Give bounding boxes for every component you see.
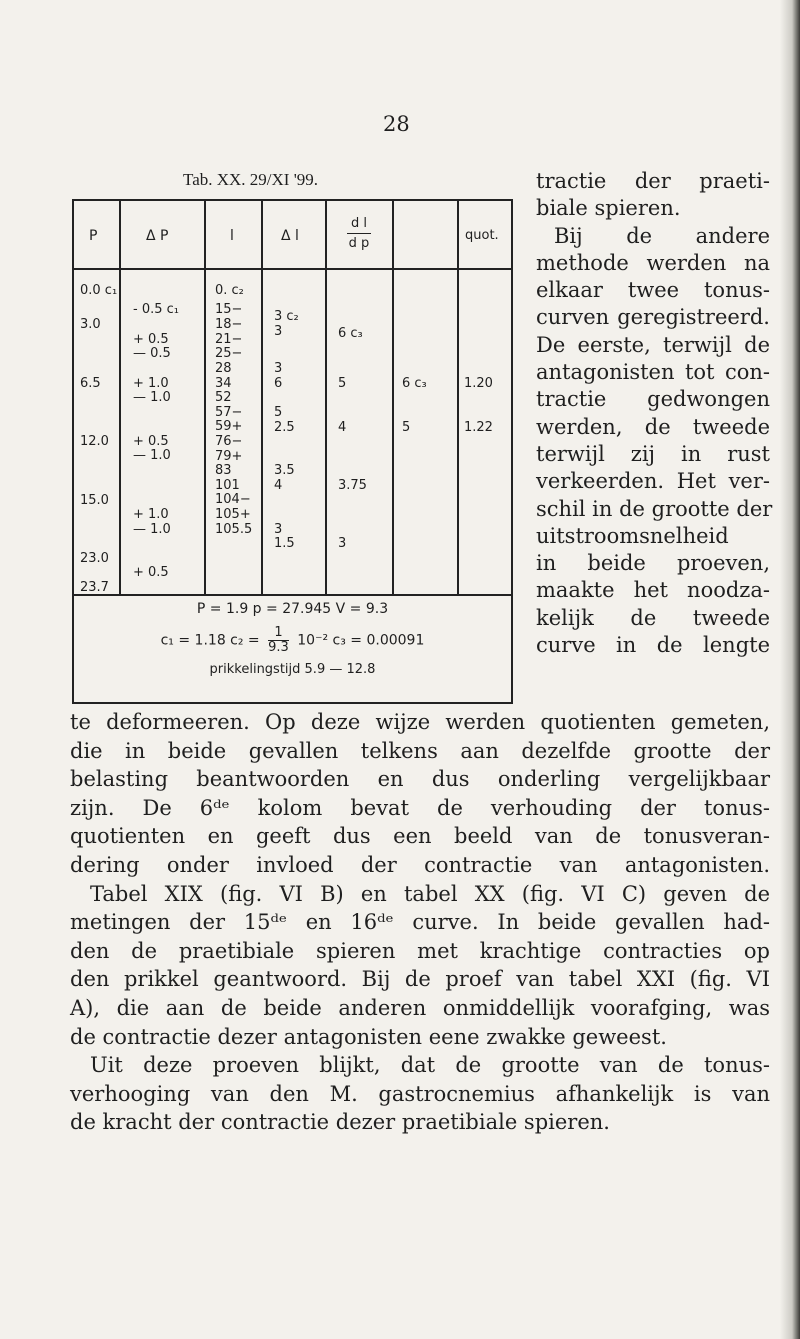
side-text-line: maakte het noodza- — [536, 578, 770, 603]
table-cell-p: 0.0 c₁ — [80, 283, 118, 298]
body-text-line: den de praetibiale spieren met krachtige contracties op — [70, 938, 770, 963]
table-cell-l: 21− — [215, 332, 243, 347]
table-cell-delta-p: — 1.0 — [133, 522, 171, 537]
body-text-line: Tabel XIX (fig. VI B) en tabel XX (fig. VI C) geven de — [90, 881, 770, 906]
table-column-rule — [119, 201, 121, 596]
summary-fraction — [268, 626, 289, 655]
side-text-line: in beide proeven, — [536, 551, 770, 576]
table-cell-delta-p: + 0.5 — [133, 434, 169, 449]
table-cell-delta-p: — 1.0 — [133, 390, 171, 405]
side-text-line: verkeerden. Het ver- — [536, 469, 770, 494]
table-cell-p: 15.0 — [80, 493, 109, 508]
side-column-text — [536, 168, 773, 659]
table-cell-delta-p: + 0.5 — [133, 565, 169, 580]
side-text-line: kelijk de tweede — [536, 605, 770, 630]
table-cell-delta-l: 3 — [274, 361, 283, 376]
table-column-rule — [261, 201, 263, 596]
table-cell-delta-l: 4 — [274, 478, 283, 493]
table-cell-p: 23.7 — [80, 580, 109, 595]
summary-line-2-right: 10⁻² c₃ = 0.00091 — [297, 632, 425, 649]
table-cell-l: 34 — [215, 376, 232, 391]
table-cell-l: 76− — [215, 434, 243, 449]
table-cell-dl-dp: 5 — [338, 376, 347, 391]
table-cell-ratio: 6 c₃ — [402, 376, 427, 391]
page-number: 28 — [383, 112, 410, 136]
table-cell-l: 52 — [215, 390, 232, 405]
table-title: Tab. XX. 29/XI '99. — [183, 170, 319, 189]
side-text-line: schil in de grootte der — [536, 496, 773, 521]
table-cell-dl-dp: 4 — [338, 420, 347, 435]
header-p: P — [89, 228, 98, 244]
table-cell-delta-l: 3 c₂ — [274, 309, 299, 324]
body-text-line: dering onder invloed der contractie van antagonisten. — [70, 852, 770, 877]
body-text-line: quotienten en geeft dus een beeld van de tonusveran- — [70, 824, 770, 849]
summary-line-2-left: c₁ = 1.18 c₂ = — [160, 632, 260, 649]
table-cell-delta-p: — 1.0 — [133, 448, 171, 463]
table-cell-delta-l: 2.5 — [274, 420, 295, 435]
body-text — [70, 708, 770, 1137]
table-cell-delta-p: + 1.0 — [133, 376, 169, 391]
body-text-line: Uit deze proeven blijkt, dat de grootte van de tonus- — [90, 1053, 770, 1078]
table-cell-delta-l: 6 — [274, 376, 283, 391]
body-text-line: die in beide gevallen telkens aan dezelfde grootte der — [70, 738, 770, 763]
side-text-line: elkaar twee tonus- — [536, 278, 770, 303]
header-quot: quot. — [465, 228, 499, 243]
table-column-rule — [204, 201, 206, 596]
table-cell-l: 105+ — [215, 507, 251, 522]
side-text-line: tractie gedwongen — [536, 387, 770, 412]
side-text-line: methode werden na — [536, 250, 770, 275]
table-cell-p: 6.5 — [80, 376, 101, 391]
header-dl-dp-num: d l — [347, 214, 371, 234]
side-text-line: tractie der praeti- — [536, 169, 770, 193]
table-cell-l: 105.5 — [215, 522, 253, 537]
table-cell-l: 28 — [215, 361, 232, 376]
side-text-line: werden, de tweede — [536, 414, 770, 439]
table-cell-delta-p: - 0.5 c₁ — [133, 302, 179, 317]
table-cell-l: 18− — [215, 317, 243, 332]
body-text-line: zijn. De 6ᵈᵉ kolom bevat de verhouding der tonus- — [70, 795, 770, 820]
body-text-line: te deformeeren. Op deze wijze werden quotienten gemeten, — [70, 710, 770, 734]
table-cell-delta-l: 3.5 — [274, 463, 295, 478]
header-delta-p: Δ P — [146, 228, 169, 244]
table-cell-delta-p: — 0.5 — [133, 346, 171, 361]
table-cell-l: 0. c₂ — [215, 283, 244, 298]
table-cell-p: 23.0 — [80, 551, 109, 566]
body-text-line: A), die aan de beide anderen onmiddellijk voorafging, was — [70, 995, 770, 1020]
body-text-line: belasting beantwoorden en dus onderling vergelijkbaar — [70, 767, 770, 792]
table-summary — [72, 594, 513, 704]
header-dl-dp — [347, 214, 371, 253]
body-text-line: metingen der 15ᵈᵉ en 16ᵈᵉ curve. In beide gevallen had- — [70, 910, 770, 935]
summary-line-2 — [74, 626, 511, 655]
table-cell-delta-l: 3 — [274, 522, 283, 537]
side-text-line: curve in de lengte — [536, 633, 770, 658]
summary-line-1: P = 1.9 p = 27.945 V = 9.3 — [196, 601, 389, 617]
table-column-rule — [325, 201, 327, 596]
body-text-line: de contractie dezer antagonisten eene zwakke geweest. — [70, 1024, 667, 1049]
body-text-line: verhooging van den M. gastrocnemius afhankelijk is van — [70, 1081, 770, 1106]
table-cell-l: 79+ — [215, 449, 243, 464]
summary-line-3: prikkelingstijd 5.9 — 12.8 — [209, 662, 376, 677]
table-cell-dl-dp: 6 c₃ — [338, 326, 363, 341]
table-cell-l: 15− — [215, 302, 243, 317]
table-cell-l: 25− — [215, 346, 243, 361]
table-cell-dl-dp: 3.75 — [338, 478, 367, 493]
fraction-numerator: 1 — [268, 626, 289, 641]
table-cell-l: 104− — [215, 492, 251, 507]
table-cell-l: 101 — [215, 478, 240, 493]
header-dl-dp-den: d p — [348, 236, 370, 251]
table-cell-p: 12.0 — [80, 434, 109, 449]
body-text-line: de kracht der contractie dezer praetibiale spieren. — [70, 1110, 610, 1135]
fraction-denominator: 9.3 — [268, 640, 289, 655]
table-cell-p: 3.0 — [80, 317, 101, 332]
table-cell-delta-l: 3 — [274, 324, 283, 339]
table-column-rule — [392, 201, 394, 596]
side-text-line: biale spieren. — [536, 196, 681, 221]
body-text-line: den prikkel geantwoord. Bij de proef van tabel XXI (fig. VI — [70, 967, 770, 992]
data-table — [72, 199, 513, 596]
side-text-line: antagonisten tot con- — [536, 360, 770, 385]
table-cell-l: 59+ — [215, 419, 243, 434]
side-text-line: De eerste, terwijl de — [536, 332, 770, 357]
table-cell-delta-l: 5 — [274, 405, 283, 420]
header-l: l — [230, 228, 234, 244]
table-cell-delta-l: 1.5 — [274, 536, 295, 551]
table-cell-l: 83 — [215, 463, 232, 478]
side-text-line: curven geregistreerd. — [536, 305, 770, 330]
table-header-rule — [74, 268, 511, 270]
table-cell-l: 57− — [215, 405, 243, 420]
table-cell-delta-p: + 0.5 — [133, 332, 169, 347]
table-column-rule — [457, 201, 459, 596]
side-text-line: uitstroomsnelheid — [536, 523, 729, 548]
header-delta-l: Δ l — [281, 228, 299, 244]
table-cell-ratio: 5 — [402, 420, 411, 435]
page-edge-shadow — [780, 0, 800, 1339]
table-cell-delta-p: + 1.0 — [133, 507, 169, 522]
side-text-line: Bij de andere — [554, 223, 770, 248]
table-cell-quot: 1.20 — [464, 376, 493, 391]
table-cell-quot: 1.22 — [464, 420, 493, 435]
side-text-line: terwijl zij in rust — [536, 441, 770, 466]
table-cell-dl-dp: 3 — [338, 536, 347, 551]
